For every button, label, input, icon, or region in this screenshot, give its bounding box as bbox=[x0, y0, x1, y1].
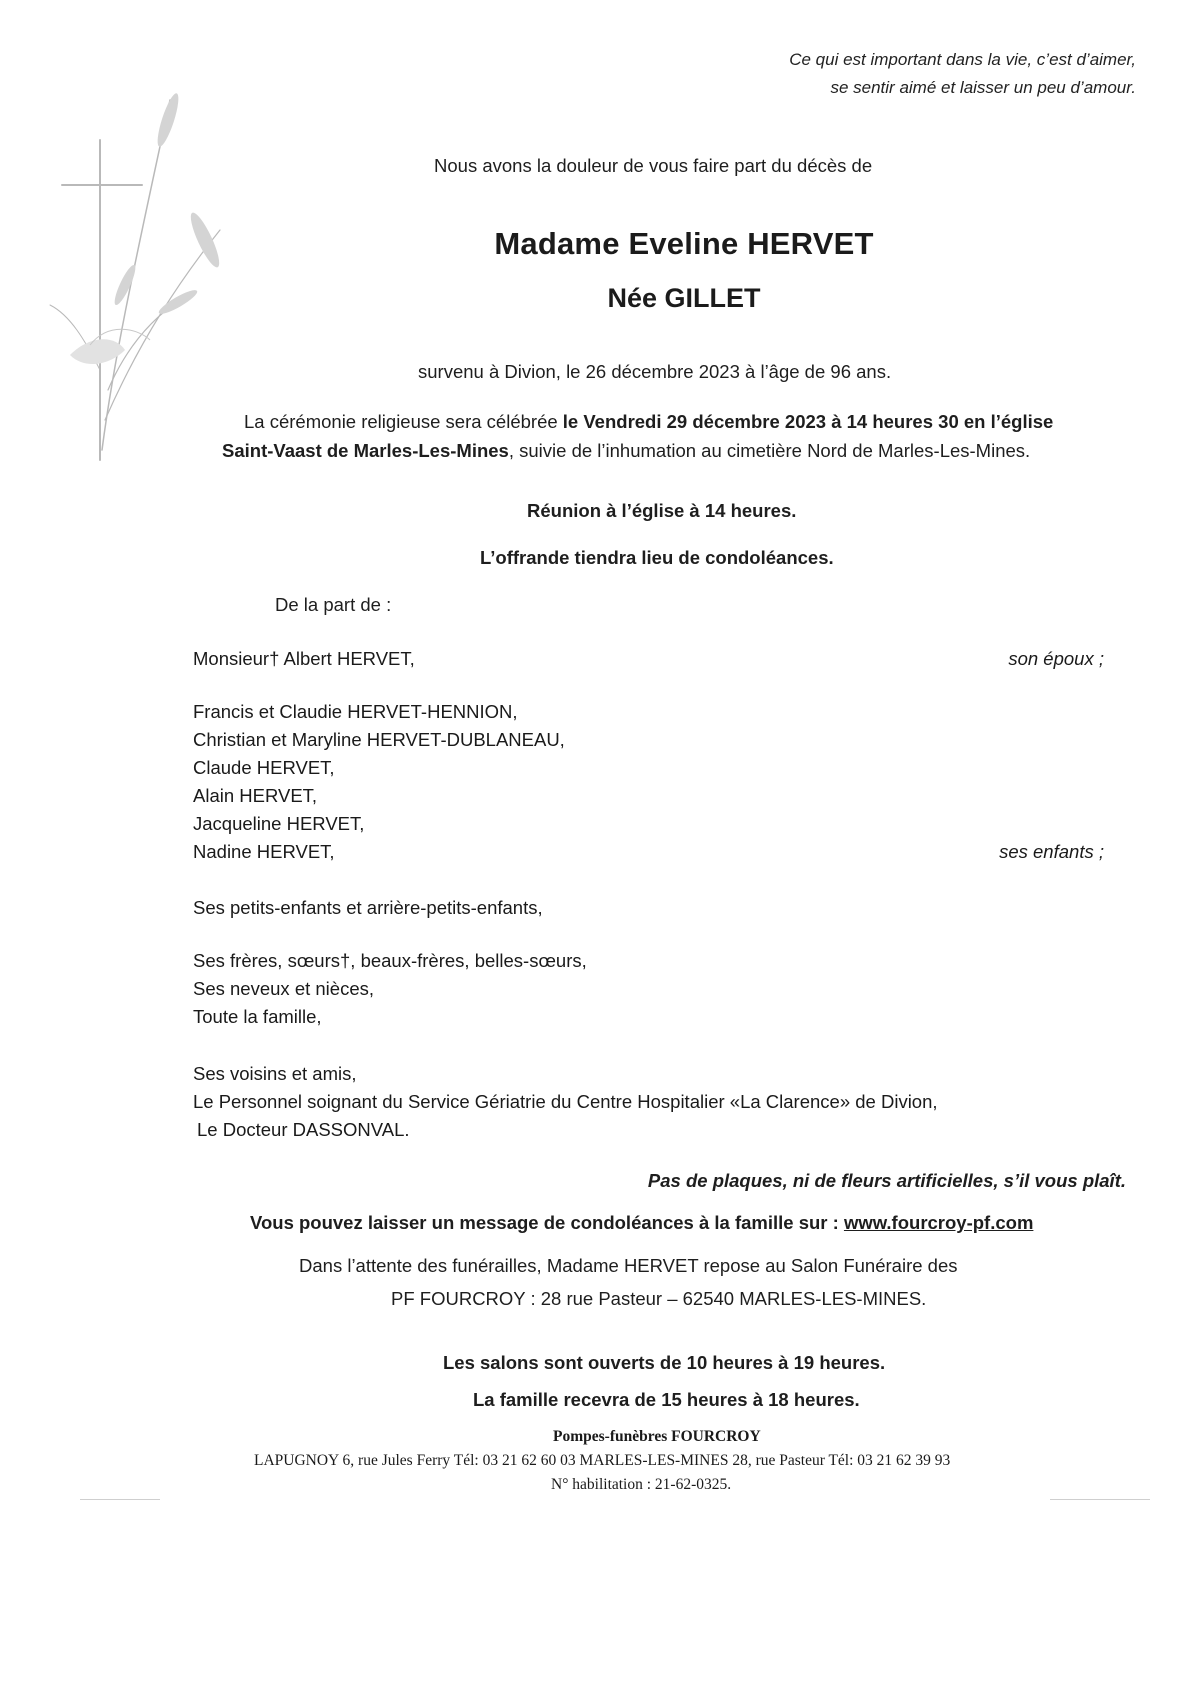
divider bbox=[1050, 1499, 1150, 1500]
from-label: De la part de : bbox=[275, 594, 392, 615]
offering-text: L’offrande tiendra lieu de condoléances. bbox=[480, 547, 834, 568]
ceremony-line-2 bbox=[222, 440, 1030, 462]
divider bbox=[80, 1499, 160, 1500]
ceremony-date: le Vendredi 29 décembre 2023 à 14 heures 30 en l’église bbox=[562, 411, 1054, 432]
intro-text: Nous avons la douleur de vous faire part du décès de bbox=[434, 155, 873, 176]
no-plaques-notice: Pas de plaques, ni de fleurs artificielles, s’il vous plaît. bbox=[647, 1170, 1126, 1191]
footer-addresses: LAPUGNOY 6, rue Jules Ferry Tél: 03 21 62 60 03 MARLES-LES-MINES 28, rue Pasteur Tél: 03 21 62 39 93 bbox=[254, 1452, 951, 1469]
condolence-message bbox=[250, 1212, 1033, 1234]
grandchildren-text: Ses petits-enfants et arrière-petits-enfants, bbox=[193, 897, 543, 918]
ceremony-text-2: , suivie de l’inhumation au cimetière Nord de Marles-Les-Mines. bbox=[508, 440, 1031, 461]
children-relation: ses enfants ; bbox=[999, 841, 1104, 862]
salon-hours: Les salons sont ouverts de 10 heures à 19 heures. bbox=[443, 1352, 886, 1373]
cross-and-wheat-icon bbox=[30, 90, 230, 470]
ceremony-text-1: La cérémonie religieuse sera célébrée bbox=[244, 411, 563, 432]
deceased-name: Madame Eveline HERVET bbox=[494, 226, 874, 261]
footer-license: N° habilitation : 21-62-0325. bbox=[551, 1476, 732, 1493]
others-item: Le Docteur DASSONVAL. bbox=[197, 1119, 410, 1140]
child-item: Jacqueline HERVET, bbox=[193, 813, 365, 834]
rest-line-1: Dans l’attente des funérailles, Madame HERVET repose au Salon Funéraire des bbox=[299, 1255, 958, 1276]
rest-line-2: PF FOURCROY : 28 rue Pasteur – 62540 MARLES-LES-MINES. bbox=[391, 1288, 927, 1309]
child-item: Claude HERVET, bbox=[193, 757, 335, 778]
meeting-text: Réunion à l’église à 14 heures. bbox=[527, 500, 797, 521]
others-item: Ses voisins et amis, bbox=[193, 1063, 357, 1084]
condolence-text: Vous pouvez laisser un message de condoléances à la famille sur : bbox=[250, 1212, 844, 1233]
child-item: Nadine HERVET, bbox=[193, 841, 335, 862]
family-item: Ses neveux et nièces, bbox=[193, 978, 374, 999]
child-item: Alain HERVET, bbox=[193, 785, 318, 806]
child-item: Christian et Maryline HERVET-DUBLANEAU, bbox=[193, 729, 565, 750]
condolence-link[interactable]: www.fourcroy-pf.com bbox=[843, 1212, 1034, 1233]
ceremony-line-1 bbox=[244, 411, 1053, 433]
birth-name: Née GILLET bbox=[607, 283, 761, 313]
family-item: Toute la famille, bbox=[193, 1006, 322, 1027]
family-item: Ses frères, sœurs†, beaux-frères, belles-sœurs, bbox=[193, 950, 587, 971]
spouse-relation: son époux ; bbox=[1008, 648, 1104, 669]
others-item: Le Personnel soignant du Service Gériatrie du Centre Hospitalier «La Clarence» de Divion, bbox=[193, 1091, 938, 1112]
footer-company: Pompes-funèbres FOURCROY bbox=[553, 1428, 761, 1445]
quote-line-1: Ce qui est important dans la vie, c’est d’aimer, bbox=[789, 50, 1136, 69]
child-item: Francis et Claudie HERVET-HENNION, bbox=[193, 701, 518, 722]
ceremony-church: Saint-Vaast de Marles-Les-Mines bbox=[222, 440, 509, 461]
death-info: survenu à Divion, le 26 décembre 2023 à l’âge de 96 ans. bbox=[418, 361, 892, 382]
family-hours: La famille recevra de 15 heures à 18 heures. bbox=[473, 1389, 860, 1410]
spouse-name: Monsieur† Albert HERVET, bbox=[193, 648, 415, 669]
quote-line-2: se sentir aimé et laisser un peu d’amour. bbox=[830, 78, 1136, 97]
